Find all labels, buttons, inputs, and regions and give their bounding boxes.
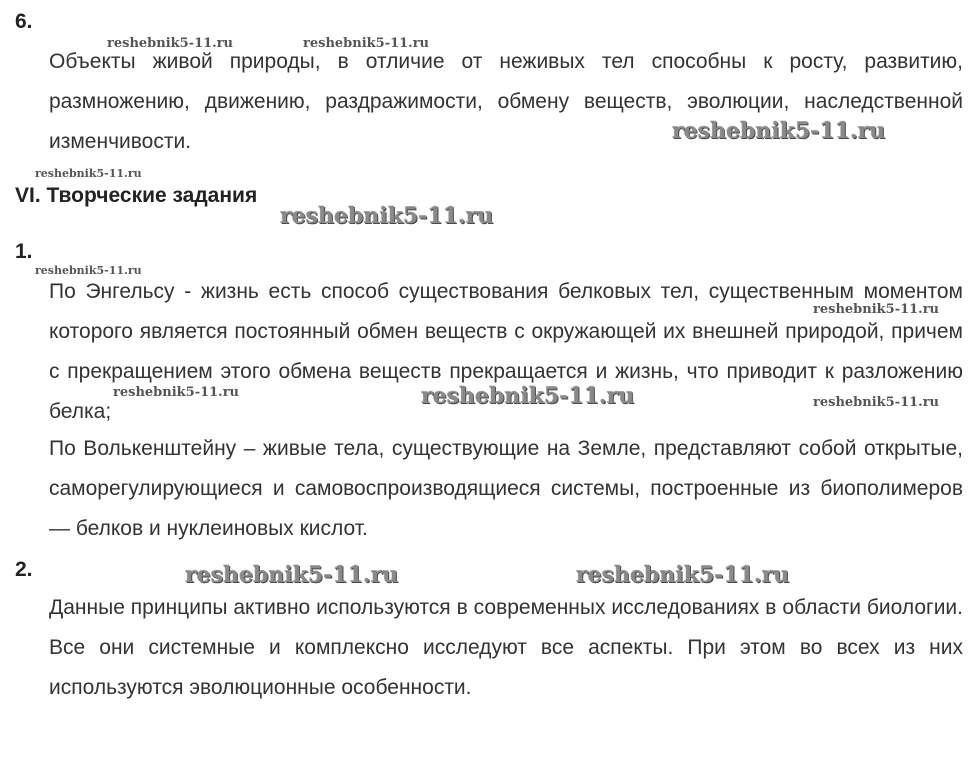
watermark-logo: reshebnik5-11.ru — [813, 302, 940, 317]
watermark-logo: reshebnik5-11.ru — [113, 385, 240, 400]
watermark-logo: reshebnik5-11.ru — [107, 36, 234, 51]
item-6-text: Объекты живой природы, в отличие от неживых тел способны к росту, развитию, размножению, движению, раздражимости, обмену веществ, эволюции, наследственной изменчивости. — [49, 50, 963, 153]
watermark-logo: reshebnik5-11.ru — [576, 562, 790, 588]
watermark-logo: reshebnik5-11.ru — [672, 118, 886, 144]
item-number-1: 1. — [15, 240, 33, 263]
watermark-logo: reshebnik5-11.ru — [185, 562, 399, 588]
watermark-logo: reshebnik5-11.ru — [35, 264, 142, 277]
item-2-text: Данные принципы активно используются в современных исследованиях в области биологии. Все они системные и комплексно исследуют все аспекты. При этом во всех из них используются эволюционные особенности. — [49, 596, 963, 699]
watermark-logo: reshebnik5-11.ru — [813, 395, 940, 410]
watermark-logo: reshebnik5-11.ru — [303, 36, 430, 51]
watermark-logo: reshebnik5-11.ru — [35, 167, 142, 180]
item-number-2: 2. — [15, 558, 33, 581]
watermark-logo: reshebnik5-11.ru — [421, 383, 635, 409]
item-1-paragraph-engels: По Энгельсу - жизнь есть способ существования белковых тел, существенным моментом которого является постоянный обмен веществ с окружающей их внешней природой, причем с прекращением этого обмена веществ прекращается и жизнь, что приводит к разложению белка; — [49, 280, 963, 423]
section-heading: VI. Творческие задания — [15, 184, 258, 207]
item-1-paragraph-volkenstein: По Волькенштейну – живые тела, существующие на Земле, представляют собой открытые, саморегулирующиеся и самовоспроизводящиеся системы, построенные из биополимеров — белков и нуклеиновых кислот. — [49, 437, 963, 540]
item-number-6: 6. — [15, 10, 33, 33]
watermark-logo: reshebnik5-11.ru — [280, 203, 494, 229]
